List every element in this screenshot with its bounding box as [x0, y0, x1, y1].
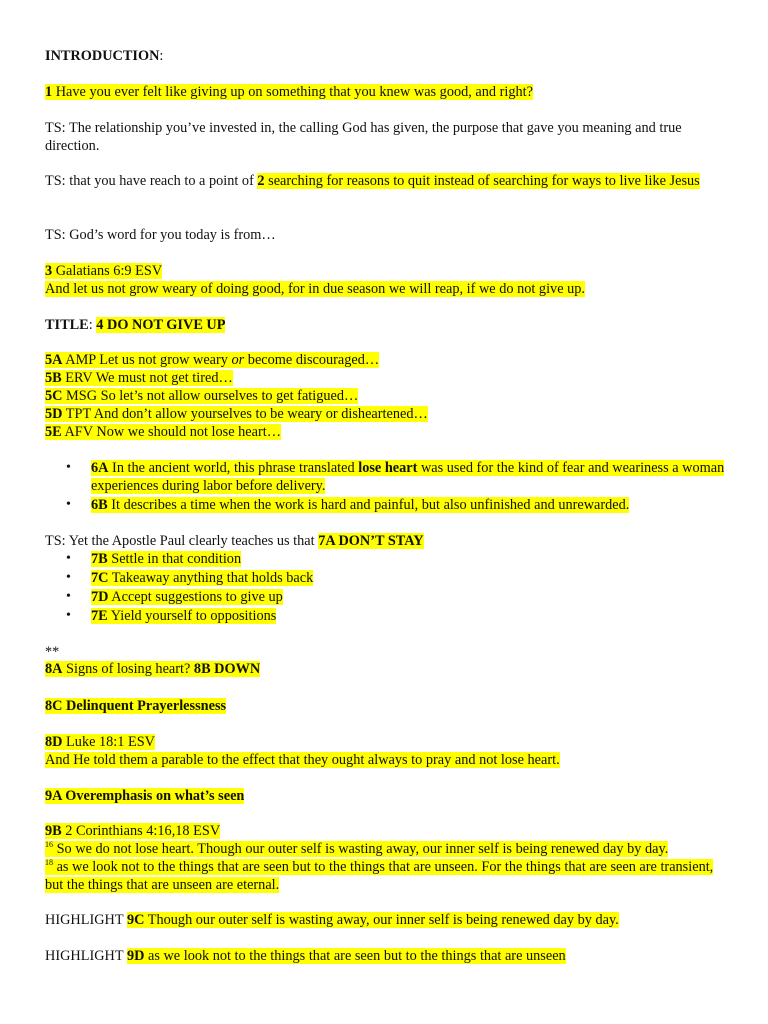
bullet-glyph: •: [66, 570, 71, 585]
bullet-glyph: •: [66, 589, 71, 604]
question-1: [45, 83, 728, 101]
bullet-glyph: •: [66, 551, 71, 566]
scripture-ref-9b: [45, 822, 728, 840]
bullet-7c: [91, 569, 728, 587]
point-number: 7D: [91, 589, 109, 605]
version-text: MSG So let’s not allow ourselves to get fatigued…: [62, 388, 359, 404]
scripture-verse-3: [45, 280, 728, 298]
version-5d: [45, 405, 728, 423]
version-text: AMP Let us not grow weary: [62, 352, 232, 368]
highlight-text: as we look not to the things that are seen but to the things that are unseen: [144, 948, 566, 964]
scripture-ref-3: [45, 262, 728, 280]
intro-heading: [45, 47, 728, 65]
scripture-reference: Luke 18:1 ESV: [62, 734, 156, 750]
title-colon: :: [88, 317, 97, 333]
bullet-text: It describes a time when the work is hard and painful, but also unfinished and unrewarded.: [107, 497, 630, 513]
bullet-7b: [91, 550, 728, 568]
bullet-6b: [91, 496, 728, 514]
version-5e: [45, 423, 728, 441]
transition-4-highlight: 7A DON’T STAY: [318, 533, 424, 549]
bullet-glyph: •: [66, 608, 71, 623]
bullet-bold-phrase: lose heart: [358, 460, 418, 476]
signs-heading-8: [45, 660, 728, 678]
bullet-7e: [91, 607, 728, 625]
verse-18: [45, 858, 728, 894]
transition-4: [45, 532, 728, 550]
point-number: 9D: [126, 948, 145, 964]
scripture-reference: 2 Corinthians 4:16,18 ESV: [61, 823, 221, 839]
point-number: 7E: [91, 608, 108, 624]
signs-text: Signs of losing heart?: [62, 661, 194, 677]
transition-2: [45, 172, 728, 190]
version-5b: [45, 369, 728, 387]
sermon-title: [45, 316, 728, 334]
highlight-9d: [45, 947, 728, 965]
title-label: TITLE: [45, 317, 89, 333]
heading-9a: [45, 787, 728, 805]
question-text: Have you ever felt like giving up on something that you knew was good, and right?: [52, 84, 533, 100]
point-number: 5E: [45, 424, 62, 440]
section-separator: **: [45, 644, 60, 660]
point-number: 2: [257, 173, 265, 189]
verse-number: 18: [45, 858, 53, 868]
intro-colon: :: [159, 48, 164, 64]
point-number: 6B: [91, 497, 108, 513]
point-number: 7C: [91, 570, 109, 586]
transition-1: TS: The relationship you’ve invested in, the calling God has given, the purpose that gave you meaning and true direction.: [45, 120, 682, 154]
point-number: 1: [45, 84, 53, 100]
version-emphasis: or: [231, 352, 245, 368]
point-number: 5B: [45, 370, 62, 386]
transition-3: TS: God’s word for you today is from…: [45, 227, 276, 243]
highlight-text: Though our outer self is wasting away, our inner self is being renewed day by day.: [144, 912, 619, 928]
bullet-glyph: •: [66, 497, 71, 512]
version-text: ERV We must not get tired…: [61, 370, 233, 386]
bullet-text: In the ancient world, this phrase translated: [108, 460, 359, 476]
bullet-text-end: was used for the kind of fear and weariness a woman experiences during labor before delivery.: [91, 460, 725, 494]
transition-2-lead: TS: that you have reach to a point of: [45, 173, 258, 189]
point-number: 7B: [91, 551, 108, 567]
scripture-verse-text: And He told them a parable to the effect that they ought always to pray and not lose heart.: [45, 752, 560, 768]
point-number: 5D: [45, 406, 63, 422]
point-number: 8A: [45, 661, 63, 677]
verse-text: So we do not lose heart. Though our outer self is wasting away, our inner self is being renewed day by day.: [53, 841, 669, 857]
point-number: 8D: [45, 734, 63, 750]
point-number: 5C: [45, 388, 63, 404]
scripture-reference: Galatians 6:9 ESV: [52, 263, 163, 279]
version-text: AFV Now we should not lose heart…: [61, 424, 282, 440]
bullet-glyph: •: [66, 460, 71, 475]
point-number: 5A: [45, 352, 63, 368]
scripture-verse-8d: [45, 751, 728, 769]
version-text-end: become discouraged…: [244, 352, 380, 368]
point-number: 3: [45, 263, 53, 279]
highlight-label: HIGHLIGHT: [45, 912, 127, 928]
bullet-7d: [91, 588, 728, 606]
highlight-label: HIGHLIGHT: [45, 948, 127, 964]
version-5c: [45, 387, 728, 405]
point-number: 6A: [91, 460, 109, 476]
heading-8c-text: 8C Delinquent Prayerlessness: [45, 698, 227, 714]
signs-acronym: 8B DOWN: [193, 661, 261, 677]
verse-16: [45, 840, 728, 858]
heading-8c: [45, 697, 728, 715]
bullet-text: Settle in that condition: [107, 551, 242, 567]
intro-heading-text: INTRODUCTION: [45, 48, 160, 64]
point-number: 9B: [45, 823, 62, 839]
transition-4-lead: TS: Yet the Apostle Paul clearly teaches us that: [45, 533, 319, 549]
transition-2-highlight: searching for reasons to quit instead of searching for ways to live like Jesus: [264, 173, 700, 189]
version-5a: [45, 351, 728, 369]
verse-text: as we look not to the things that are seen but to the things that are unseen. For the things that are seen are transient, but the things that are unseen are eternal.: [45, 859, 714, 893]
bullet-text: Yield yourself to oppositions: [107, 608, 277, 624]
scripture-ref-8d: [45, 733, 728, 751]
scripture-verse-text: And let us not grow weary of doing good, for in due season we will reap, if we do not give up.: [45, 281, 585, 297]
point-number: 9C: [126, 912, 145, 928]
bullet-6a: [91, 459, 728, 495]
bullet-text: Accept suggestions to give up: [108, 589, 283, 605]
heading-9a-text: 9A Overemphasis on what’s seen: [45, 788, 245, 804]
version-text: TPT And don’t allow yourselves to be weary or disheartened…: [62, 406, 428, 422]
verse-number: 16: [45, 840, 53, 850]
highlight-9c: [45, 911, 728, 929]
bullet-text: Takeaway anything that holds back: [108, 570, 314, 586]
title-text: 4 DO NOT GIVE UP: [96, 317, 226, 333]
